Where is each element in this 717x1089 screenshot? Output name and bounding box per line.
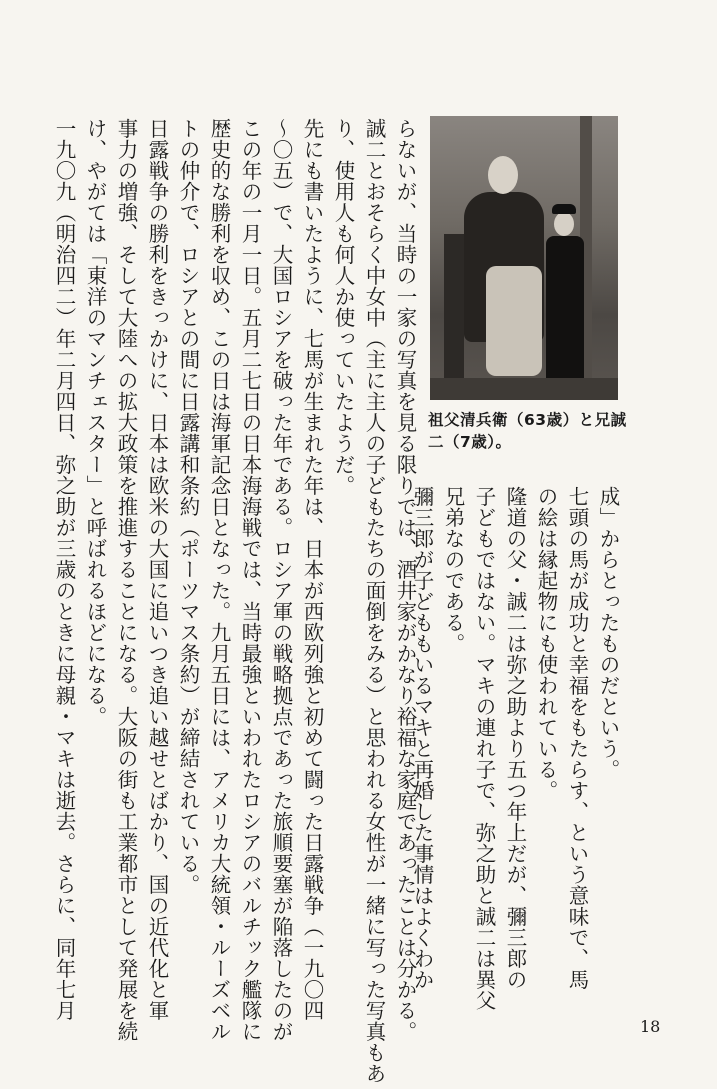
photo-boy-head: [554, 212, 574, 236]
photo-grandfather-robe: [486, 266, 542, 376]
text-column: 誠二とおそらく中女中（主に主人の子どもたちの面倒をみる）と思われる女性が一緒に写った写真もあ: [362, 118, 386, 1084]
text-column: 七頭の馬が成功と幸福をもたらす、という意味で、馬: [565, 486, 589, 990]
text-column: 歴史的な勝利を収め、この日は海軍記念日となった。九月五日には、アメリカ大統領・ルーズベル: [207, 118, 231, 1042]
text-column: この年の一月一日。五月二七日の日本海海戦では、当時最強といわれたロシアのバルチック艦隊に: [238, 118, 262, 1042]
text-column: け、やがては「東洋のマンチェスター」と呼ばれるほどになる。: [83, 118, 107, 727]
photo-boy-cap: [552, 204, 576, 214]
text-column: トの仲介で、ロシアとの間に日露講和条約（ポーツマス条約）が締結されている。: [176, 118, 200, 895]
text-column: 隆道の父・誠二は弥之助より五つ年上だが、彌三郎の: [503, 486, 527, 990]
text-column: の絵は縁起物にも使われている。: [534, 486, 558, 801]
text-column: 子どもではない。マキの連れ子で、弥之助と誠二は異父: [472, 486, 496, 1011]
text-column: 事力の増強、そして大陸への拡大政策を推進することになる。大阪の街も工業都市として発展を続: [114, 118, 138, 1042]
text-column: 〜〇五）で、大国ロシアを破った年である。ロシア軍の戦略拠点であった旅順要塞が陥落したのが: [269, 118, 293, 1042]
text-column: 一九〇九（明治四二）年二月四日、弥之助が三歳のときに母親・マキは逝去。さらに、同年七月: [52, 118, 76, 1021]
text-column: 先にも書いたように、七馬が生まれた年は、日本が西欧列強と初めて闘った日露戦争（一九〇四: [300, 118, 324, 1021]
page-number: 18: [640, 1017, 661, 1036]
text-column: らないが、当時の一家の写真を見る限りでは、酒井家がかなり裕福な家庭であったことは分かる。: [393, 118, 417, 1042]
photo-grandfather-head: [488, 156, 518, 194]
text-column: 彌三郎が子どももいるマキと再婚した事情はよくわか: [410, 486, 434, 990]
upper-text-block: [406, 486, 623, 1011]
photo-caption: 祖父清兵衛（63歳）と兄誠二（7歳）。: [428, 411, 627, 451]
photo-floor: [430, 378, 618, 400]
text-column: 成」からとったものだという。: [596, 486, 620, 780]
photo-chair: [444, 234, 464, 384]
text-column: り、使用人も何人か使っていたようだ。: [331, 118, 355, 496]
family-photo: [430, 116, 618, 400]
text-column: 日露戦争の勝利をきっかけに、日本は欧米の大国に追いつき追い越せとばかり、国の近代化と軍: [145, 118, 169, 1021]
text-column: 兄弟なのである。: [441, 486, 465, 654]
main-text-block: [48, 118, 420, 1084]
photo-boy-figure: [546, 236, 584, 386]
